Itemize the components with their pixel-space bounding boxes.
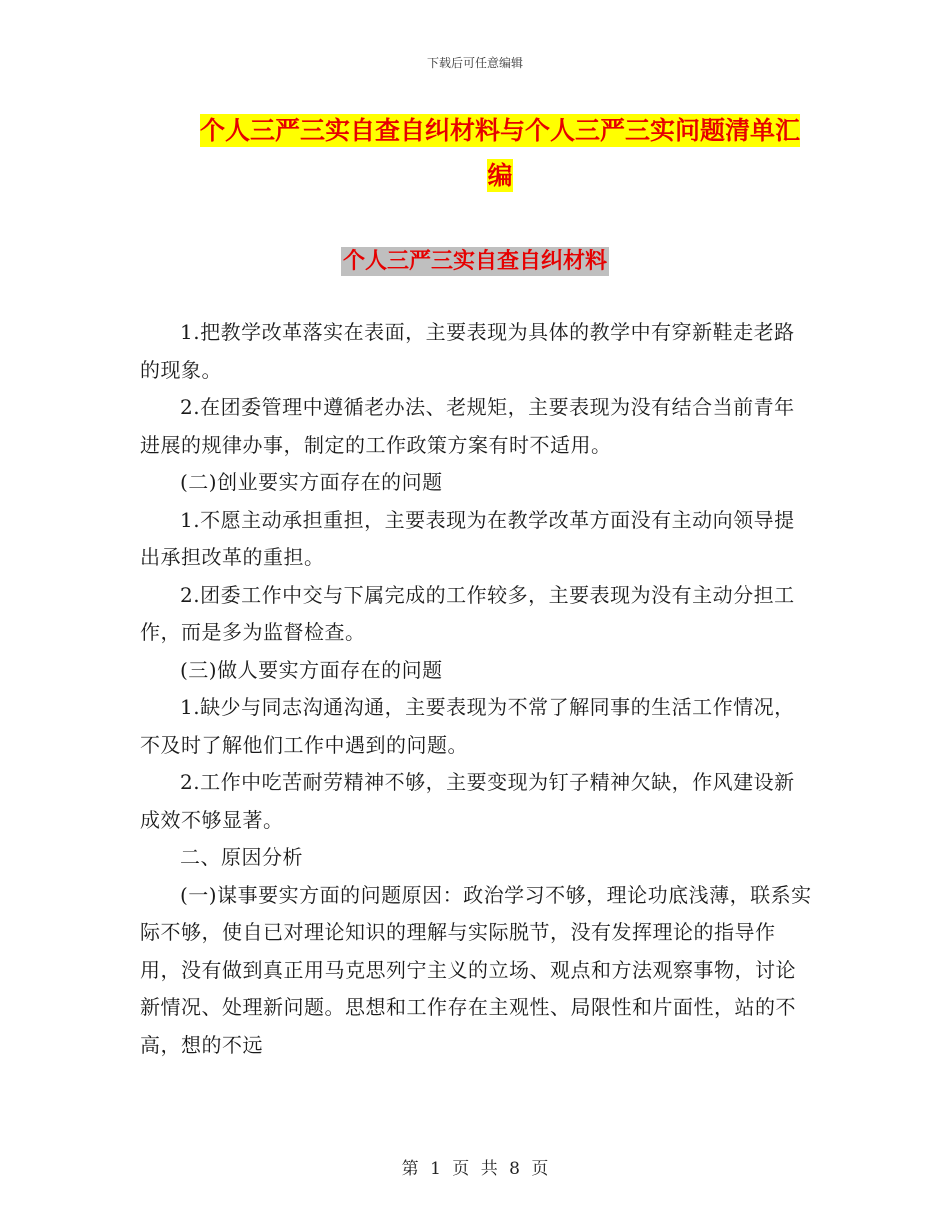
page-number: 第 1 页 共 8 页 (401, 1159, 549, 1179)
body-paragraph: 1.把教学改革落实在表面，主要表现为具体的教学中有穿新鞋走老路的现象。 (140, 320, 795, 382)
section-heading: (三)做人要实方面存在的问题 (180, 657, 443, 682)
body-paragraph: 1.不愿主动承担重担，主要表现为在教学改革方面没有主动向领导提出承担改革的重担。 (140, 507, 795, 569)
header-note: 下载后可任意编辑 (426, 56, 523, 70)
body-paragraph: 1.缺少与同志沟通沟通，主要表现为不常了解同事的生活工作情况，不及时了解他们工作中遇到的问题。 (140, 695, 795, 757)
section-title (0, 244, 950, 280)
body-paragraph: 2.在团委管理中遵循老办法、老规矩，主要表现为没有结合当前青年进展的规律办事，制定的工作政策方案有时不适用。 (140, 395, 795, 457)
body-paragraph: 2.工作中吃苦耐劳精神不够，主要变现为钉子精神欠缺，作风建设新成效不够显著。 (140, 770, 795, 832)
section-heading: (二)创业要实方面存在的问题 (180, 470, 443, 494)
body-paragraph: (一)谋事要实方面的问题原因：政治学习不够，理论功底浅薄，联系实际不够，使自已对理论知识的理解与实际脱节，没有发挥理论的指导作用，没有做到真正用马克思列宁主义的立场、观点和方法观察事物，讨论新情况、处理新问题。思想和工作存在主观性、局限性和片面性，站的不高，想的不远 (140, 882, 812, 1057)
body-paragraph: 2.团委工作中交与下属完成的工作较多，主要表现为没有主动分担工作，而是多为监督检查。 (140, 582, 795, 644)
document-title (190, 108, 810, 198)
document-body (140, 314, 812, 1064)
section-heading: 二、原因分析 (180, 845, 303, 869)
section-title-text: 个人三严三实自查自纠材料 (342, 249, 607, 274)
document-title-text: 个人三严三实自查自纠材料与个人三严三实问题清单汇编 (199, 116, 800, 190)
